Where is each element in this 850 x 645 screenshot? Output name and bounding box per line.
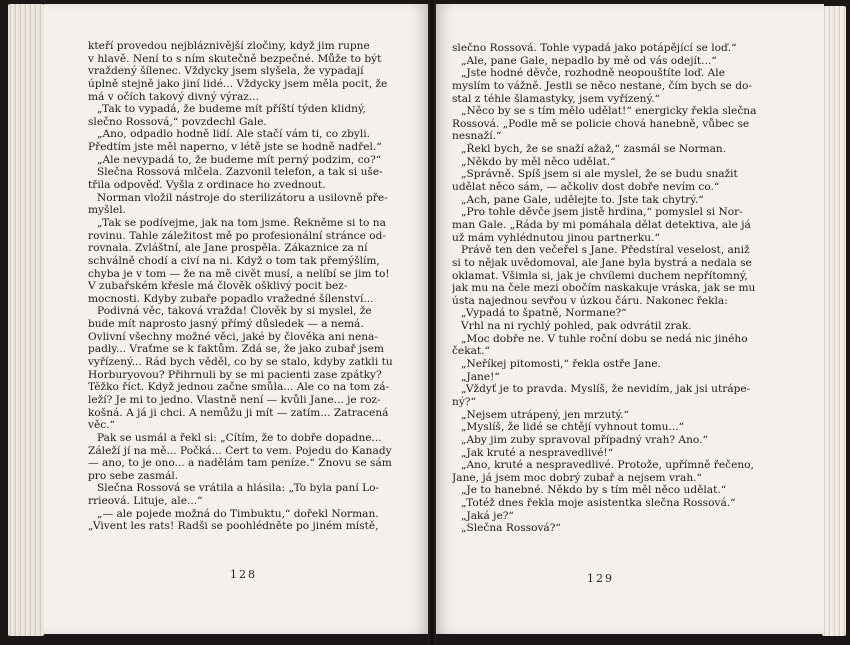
text-line: Norman vložil nástroje do sterilizátoru a usilovně pře- [97, 191, 388, 204]
text-line: „Slečna Rossová?“ [461, 522, 561, 535]
text-line: slečno Rossová. Tohle vypadá jako potápějící se loď.“ [452, 42, 737, 54]
text-line: „Tak to vypadá, že budeme mít příští týden klidný, [97, 103, 366, 116]
text-line: nesnaží.“ [452, 130, 502, 143]
text-line: Horburyovou? Přihrnuli by se mi pacienti zase zpátky? [88, 368, 382, 381]
text-line: myslím to vážně. Jestli se něco nestane, čím bych se do- [452, 79, 752, 92]
text-line: jak mu na čele mezi obočím naskakuje vráska, jak se mu [452, 282, 756, 295]
text-line: „Někdo by měl něco udělat.“ [461, 155, 616, 168]
text-line: „Ale, pane Gale, nepadlo by mě od vás odejít...“ [461, 54, 717, 67]
text-line: Záleží jí na mě... Počká... Čert to vem. Pojedu do Kanady [88, 444, 392, 457]
text-line: má v očích takový divný výraz... [88, 90, 259, 103]
text-line: „— ale pojede možná do Timbuktu,“ dořekl Norman. [97, 507, 379, 520]
text-line: „Ale nevypadá to, že budeme mít perný podzim, co?“ [97, 153, 382, 166]
left-page [44, 4, 432, 634]
text-line: „Tak se podívejme, jak na tom jsme. Řekněme si to na [97, 216, 386, 229]
text-line: „Jane!“ [461, 370, 500, 383]
text-line: Těžko říct. Když jednou začne smůla... Ale co na tom zá- [88, 381, 390, 394]
text-line: Vrhl na ni rychlý pohled, pak odvrátil zrak. [461, 320, 692, 333]
text-line: ný?“ [452, 395, 476, 408]
text-line: oklamat. Všimla si, jak je chvílemi duchem nepřítomný, [452, 269, 748, 282]
text-line: „Vivent les rats! Radši se poohlédněte po jiném místě, [88, 520, 379, 533]
text-line: „Pro tohle děvče jsem jistě hrdina,“ pomyslel si Nor- [461, 206, 743, 219]
text-line: třila odpověď. Vyšla z ordinace ho zvednout. [88, 179, 326, 192]
text-line: „Totéž dnes řekla moje asistentka slečna Rossová.“ [461, 497, 736, 510]
text-line: Pak se usmál a řekl si: „Cítím, že to dobře dopadne... [97, 431, 382, 444]
text-line: „Vypadá to špatně, Normane?“ [461, 307, 627, 320]
text-line: ústa najednou sevřou v úzkou čáru. Nakonec řekla: [452, 294, 728, 307]
text-line: „Vždyť je to pravda. Myslíš, že nevidím, jak jsi utrápe- [461, 383, 751, 396]
text-line: už mám vyhlédnutou jinou partnerku.“ [452, 231, 660, 244]
text-line: Slečna Rossová se vrátila a hlásila: „To byla paní Lo- [97, 482, 380, 495]
right-page-text [452, 42, 778, 535]
right-page [432, 4, 824, 634]
text-line: košná. A já ji chci. A nemůžu ji mít — zatím... Zatracená [88, 406, 389, 419]
text-line: „Ano, kruté a nespravedlivé. Protože, upřímně řečeno, [461, 459, 754, 472]
text-line: schválně chodí a civí na ni. Když o tom tak přemýšlím, [88, 254, 380, 267]
page-edges-right [822, 6, 846, 636]
text-line: vyřízený... Rád bych věděl, co by se stalo, kdyby zatkli tu [88, 356, 393, 369]
text-line: věc.“ [88, 419, 115, 432]
text-line: „Jste hodné děvče, rozhodně neopouštíte loď. Ale [461, 67, 725, 80]
text-line: myšlel. [88, 204, 126, 217]
right-page-number: 129 [587, 572, 614, 585]
text-line: „Myslíš, že lidé se chtějí vyhnout tomu...“ [461, 421, 684, 434]
text-line: vraždený šílenec. Vždycky jsem slyšela, že vypadají [88, 65, 364, 78]
text-line: Rossová. „Podle mě se policie chová hanebně, vůbec se [452, 117, 750, 130]
text-line: „Jak kruté a nespravedlivé!“ [461, 446, 614, 459]
text-line: rrieová. Lituje, ale...“ [88, 495, 203, 508]
text-line: chyba je v tom — že na mě civět musí, a nelíbí se jim to! [88, 267, 390, 280]
text-line: „Něco by se s tím mělo udělat!“ energicky řekla slečna [461, 105, 757, 118]
left-page-text [88, 40, 406, 533]
text-line: „Moc dobře ne. V tuhle roční dobu se nedá nic jiného [461, 332, 748, 345]
text-line: padly... Vraťme se k faktům. Zdá se, že jako zubař jsem [88, 343, 384, 356]
text-line: slečno Rossová,“ povzdechl Gale. [88, 115, 267, 128]
text-line: bude mít naprosto jasný přímý důsledek — a nemá. [88, 318, 364, 331]
text-line: „Ano, odpadlo hodně lidí. Ale stačí vám ti, co zbyli. [97, 128, 371, 141]
text-line: čekat.“ [452, 345, 490, 358]
text-line: „Řekl bych, že se snaží ažaž,“ zasmál se Norman. [461, 143, 727, 156]
text-line: „Jaká je?“ [461, 509, 514, 522]
text-line: pro sebe zasmál. [88, 469, 179, 482]
text-line: „Správně. Spíš jsem si ale myslel, že se budu snažit [461, 168, 738, 181]
left-page-number: 128 [230, 568, 257, 581]
text-line: kteří provedou nejbláznivější zločiny, když jim rupne [88, 40, 370, 52]
book-gutter [428, 0, 436, 645]
text-line: „Neříkej pitomosti,“ řekla ostře Jane. [461, 358, 661, 371]
text-line: leží? Je mi to jedno. Vlastně není — kvůli Jane... je roz- [88, 393, 381, 406]
text-line: V zubařském křesle má člověk ošklivý pocit bez- [88, 280, 348, 293]
text-line: „Nejsem utrápený, jen mrzutý.“ [461, 408, 629, 421]
text-line: mocnosti. Kdyby zubaře popadlo vražedné šílenství... [88, 292, 374, 305]
text-line: rovinu. Tahle záležitost mě po profesionální stránce od- [88, 229, 386, 242]
text-line: man Gale. „Ráda by mi pomáhala dělat detektiva, ale já [452, 218, 751, 231]
text-line: udělat něco sám, — ačkoliv dost dobře nevím co.“ [452, 181, 720, 194]
text-line: stal z téhle šlamastyky, jsem vyřízený.“ [452, 92, 660, 105]
text-line: Předtím jste měl naperno, v létě jste se hodně nadřel.“ [88, 141, 382, 154]
text-line: v hlavě. Není to s ním skutečně bezpečné. Může to být [88, 52, 382, 65]
text-line: si to nějak uvědomoval, ale Jane byla bystrá a nedala se [452, 256, 752, 269]
page-edges-left [8, 4, 44, 636]
text-line: — ano, to je ono... a nadělám tam peníze.“ Znovu se sám [88, 457, 392, 470]
text-line: Jane, já jsem moc dobrý zubař a nejsem vrah.“ [452, 471, 702, 484]
text-line: „Je to hanebné. Někdo by s tím měl něco udělat.“ [461, 484, 727, 497]
text-line: Slečna Rossová mlčela. Zazvonil telefon, a tak si uše- [97, 166, 383, 179]
text-line: rovnala. Zvláštní, ale Jane prospěla. Zákaznice za ní [88, 242, 368, 255]
text-line: úplně stejně jako jiní lidé... Vždycky jsem měla pocit, že [88, 77, 388, 90]
text-line: Podivná věc, taková vražda! Člověk by si myslel, že [97, 305, 372, 318]
text-line: Právě ten den večeřel s Jane. Předstíral veselost, aniž [461, 244, 750, 257]
text-line: Ovlivní všechny možné věci, jaké by člověka ani nena- [88, 330, 378, 343]
text-line: „Aby jim zuby spravoval případný vrah? Ano.“ [461, 433, 708, 446]
text-line: „Ach, pane Gale, udělejte to. Jste tak chytrý.“ [461, 193, 704, 206]
